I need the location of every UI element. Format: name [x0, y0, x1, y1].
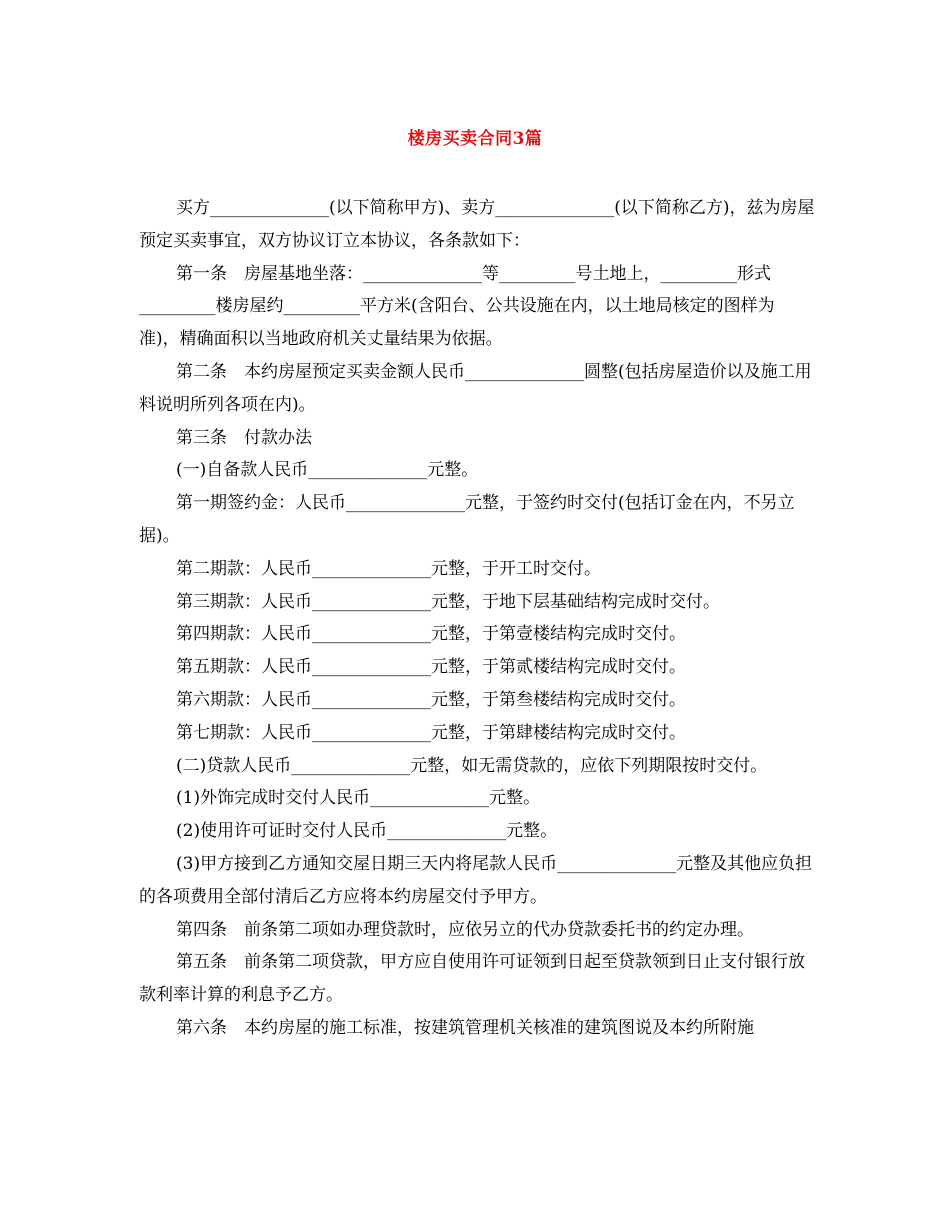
paragraph-installment-7: 第七期款：人民币______________元整，于第肆楼结构完成时交付。 [176, 722, 686, 743]
paragraph-installment-4: 第四期款：人民币______________元整，于第壹楼结构完成时交付。 [176, 624, 686, 645]
paragraph-installment-5: 第五期款：人民币______________元整，于第贰楼结构完成时交付。 [176, 657, 686, 678]
paragraph-article-1: 第一条 房屋基地坐落：______________等_________号土地上，_________形式_________楼房屋约_________平方米(含阳台、公共设施在内，以土地局核定的图样为准)，精确面积以当地政府机关丈量结果为依据。 [139, 263, 775, 350]
paragraph-article-6: 第六条 本约房屋的施工标准，按建筑管理机关核准的建筑图说及本约所附施 [176, 1017, 754, 1038]
document-title: 楼房买卖合同3篇 [407, 129, 543, 149]
paragraph-loan: (二)贷款人民币______________元整，如无需贷款的，应依下列期限按时交付。 [176, 755, 768, 776]
document-body [139, 192, 815, 1045]
paragraph-loan-1: (1)外饰完成时交付人民币______________元整。 [176, 788, 541, 809]
paragraph-article-5: 第五条 前条第二项贷款，甲方应自使用许可证领到日起至贷款领到日止支付银行放款利率计算的利息予乙方。 [139, 952, 805, 1006]
paragraph-installment-2: 第二期款：人民币______________元整，于开工时交付。 [176, 558, 601, 579]
paragraph-article-3: 第三条 付款办法 [176, 427, 312, 448]
paragraph-parties: 买方______________(以下简称甲方)、卖方______________(以下简称乙方)，兹为房屋预定买卖事宜，双方协议订立本协议，各条款如下： [139, 198, 815, 251]
paragraph-loan-3: (3)甲方接到乙方通知交屋日期三天内将尾款人民币______________元整及其他应负担的各项费用全部付清后乙方应将本约房屋交付予甲方。 [139, 853, 813, 907]
paragraph-article-4: 第四条 前条第二项如办理贷款时，应依另立的代办贷款委托书的约定办理。 [176, 919, 754, 940]
paragraph-loan-2: (2)使用许可证时交付人民币______________元整。 [176, 821, 558, 842]
paragraph-installment-1: 第一期签约金：人民币______________元整，于签约时交付(包括订金在内，不另立据)。 [139, 493, 795, 546]
paragraph-self-funds: (一)自备款人民币______________元整。 [176, 460, 479, 481]
paragraph-installment-3: 第三期款：人民币______________元整，于地下层基础结构完成时交付。 [176, 591, 720, 612]
paragraph-article-2: 第二条 本约房屋预定买卖金额人民币______________圆整(包括房屋造价以及施工用料说明所列各项在内)。 [139, 361, 812, 415]
paragraph-installment-6: 第六期款：人民币______________元整，于第叁楼结构完成时交付。 [176, 689, 686, 710]
